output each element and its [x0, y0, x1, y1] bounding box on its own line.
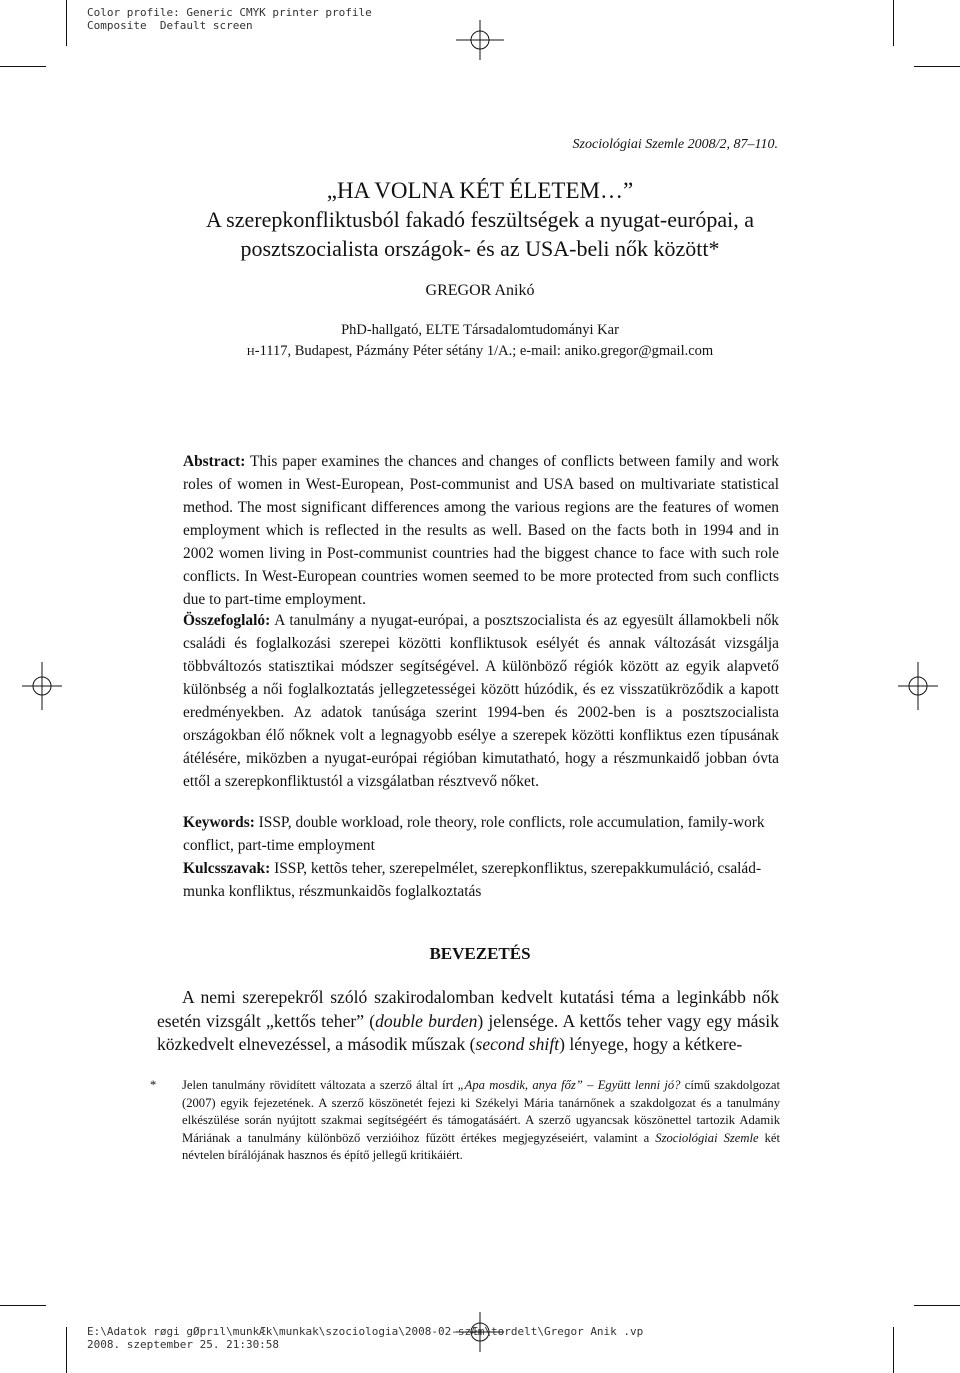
keywords-label: Keywords:	[183, 814, 255, 831]
summary-label: Összefoglaló:	[183, 612, 271, 629]
affiliation-address: -1117, Budapest, Pázmány Péter sétány 1/A.; e-mail: aniko.gregor@gmail.com	[254, 343, 714, 359]
kulcsszavak-paragraph	[183, 857, 779, 903]
registration-mark-top	[456, 20, 504, 60]
footnote-thesis-title: „Apa mosdik, anya főz” – Együtt lenni jó?	[457, 1078, 681, 1092]
affiliation-line-2	[180, 341, 780, 363]
affiliation-line-1: PhD-hallgató, ELTE Társadalomtudományi Kar	[341, 322, 619, 338]
footnote-part-2: című szakdolgozat (2007) egyik fejezetének. A szerző köszönetét fejezi ki Székelyi Mária tanárnőnek a szakdolgozat és a tanulmány elkészülése során nyújtott szakmai segítségéért és támogatásáért. A szerző ugyancsak köszönettel tartozik Adamik Máriának a tanulmány különböző verzióihoz fűzött értékes megjegyzéseiért, valamint a	[182, 1078, 780, 1145]
kulcsszavak-text: ISSP, kettõs teher, szerepelmélet, szerepkonfliktus, szerepakkumuláció, család-munka konfliktus, részmunkaidõs foglalkoztatás	[183, 860, 762, 900]
keywords-text: ISSP, double workload, role theory, role conflicts, role accumulation, family-work conflict, part-time employment	[183, 814, 765, 854]
crop-mark-bottom-right-h	[914, 1305, 960, 1306]
footnote-text	[182, 1077, 780, 1165]
body-paragraph	[157, 986, 779, 1057]
author-affiliation	[180, 320, 780, 363]
crop-mark-bottom-left-v	[66, 1327, 67, 1373]
postal-prefix: H	[246, 346, 255, 358]
summary-paragraph	[183, 609, 779, 793]
crop-mark-top-right-h	[914, 66, 960, 67]
footnote-journal-name: Szociológiai Szemle	[655, 1130, 759, 1145]
crop-mark-bottom-right-v	[893, 1327, 894, 1373]
footnote-part-1: Jelen tanulmány rövidített változata a szerző által írt	[182, 1078, 458, 1092]
file-path-line: E:\Adatok røgi gØprıl\munkÆk\munkak\szociologia\2008-02-szÆm\tordelt\Gregor Anik .vp	[87, 1325, 644, 1338]
file-path-footer	[87, 1325, 643, 1351]
title-line-3: posztszocialista országok- és az USA-beli nők között*	[240, 236, 720, 261]
footnote-marker: *	[150, 1078, 157, 1092]
journal-reference: Szociológiai Szemle 2008/2, 87–110.	[572, 137, 778, 152]
keywords-paragraph	[183, 811, 779, 857]
crop-mark-top-left-h	[0, 66, 46, 67]
title-line-1: „HA VOLNA KÉT ÉLETEM…”	[326, 178, 634, 203]
composite-line: Composite Default screen	[87, 19, 253, 32]
crop-mark-bottom-left-h	[0, 1305, 46, 1306]
title-line-2: A szerepkonfliktusból fakadó feszültségek a nyugat-európai, a	[206, 207, 754, 232]
body-text-part-2: ) jelensége. A kettős teher vagy egy másik közkedvelt elnevezéssel, a második műszak (	[157, 1010, 779, 1054]
abstract-paragraph	[183, 450, 779, 611]
registration-mark-right	[898, 662, 938, 710]
printer-profile-line: Color profile: Generic CMYK printer profile	[87, 6, 372, 19]
body-text-part-1: A nemi szerepekről szóló szakirodalomban kedvelt kutatási téma a leginkább nők esetén vizsgált „kettős teher” (	[157, 987, 779, 1031]
author-name: GREGOR Anikó	[425, 282, 535, 299]
kulcsszavak-label: Kulcsszavak:	[183, 860, 271, 877]
body-emphasis-1: double burden	[375, 1010, 478, 1031]
summary-text: A tanulmány a nyugat-európai, a posztszocialista és az egyesült államokbeli nők családi és foglalkozási szerepei közötti konfliktusok esélyét és annak változását vizsgálja többváltozós statisztikai módszer segítségével. A különböző régiók között az egyik alapvető különbség a női foglalkoztatás jellegzetességei között húzódik, és ez visszatükröződik a kapott eredményekben. Az adatok tanúsága szerint 1994-ben és 2002-ben is a posztszocialista országokban élő nőknek volt a legnagyobb esélye a szerepek közötti konfliktus ezen típusának átélésére, miközben a nyugat-európai régióban kimutatható, hogy a részmunkaidő jobban óvta ettől a szerepkonfliktustól a vizsgálatban résztvevő nőket.	[183, 612, 779, 790]
timestamp-line: 2008. szeptember 25. 21:30:58	[87, 1338, 280, 1351]
footnote-part-3: két névtelen bírálójának hasznos és építő jellegű kritikáiért.	[182, 1130, 780, 1162]
printer-profile-header	[87, 6, 372, 32]
section-heading: BEVEZETÉS	[429, 944, 531, 963]
body-text-part-3: ) lényege, hogy a kétkere-	[559, 1034, 743, 1054]
article-title	[180, 176, 780, 263]
abstract-text: This paper examines the chances and changes of conflicts between family and work roles of women in West-European, Post-communist and USA based on multivariate statistical method. The most significant differences among the various regions are the features of women employment which is reflected in the results as well. Based on the facts both in 1994 and in 2002 women living in Post-communist countries had the biggest chance to face with such role conflicts. In West-European countries women seemed to be more protected from such conflicts due to part-time employment.	[183, 453, 779, 608]
body-emphasis-2: second shift	[475, 1034, 560, 1054]
crop-mark-top-left-v	[66, 0, 67, 46]
crop-mark-top-right-v	[893, 0, 894, 46]
registration-mark-left	[22, 662, 62, 710]
abstract-label: Abstract:	[183, 453, 246, 470]
